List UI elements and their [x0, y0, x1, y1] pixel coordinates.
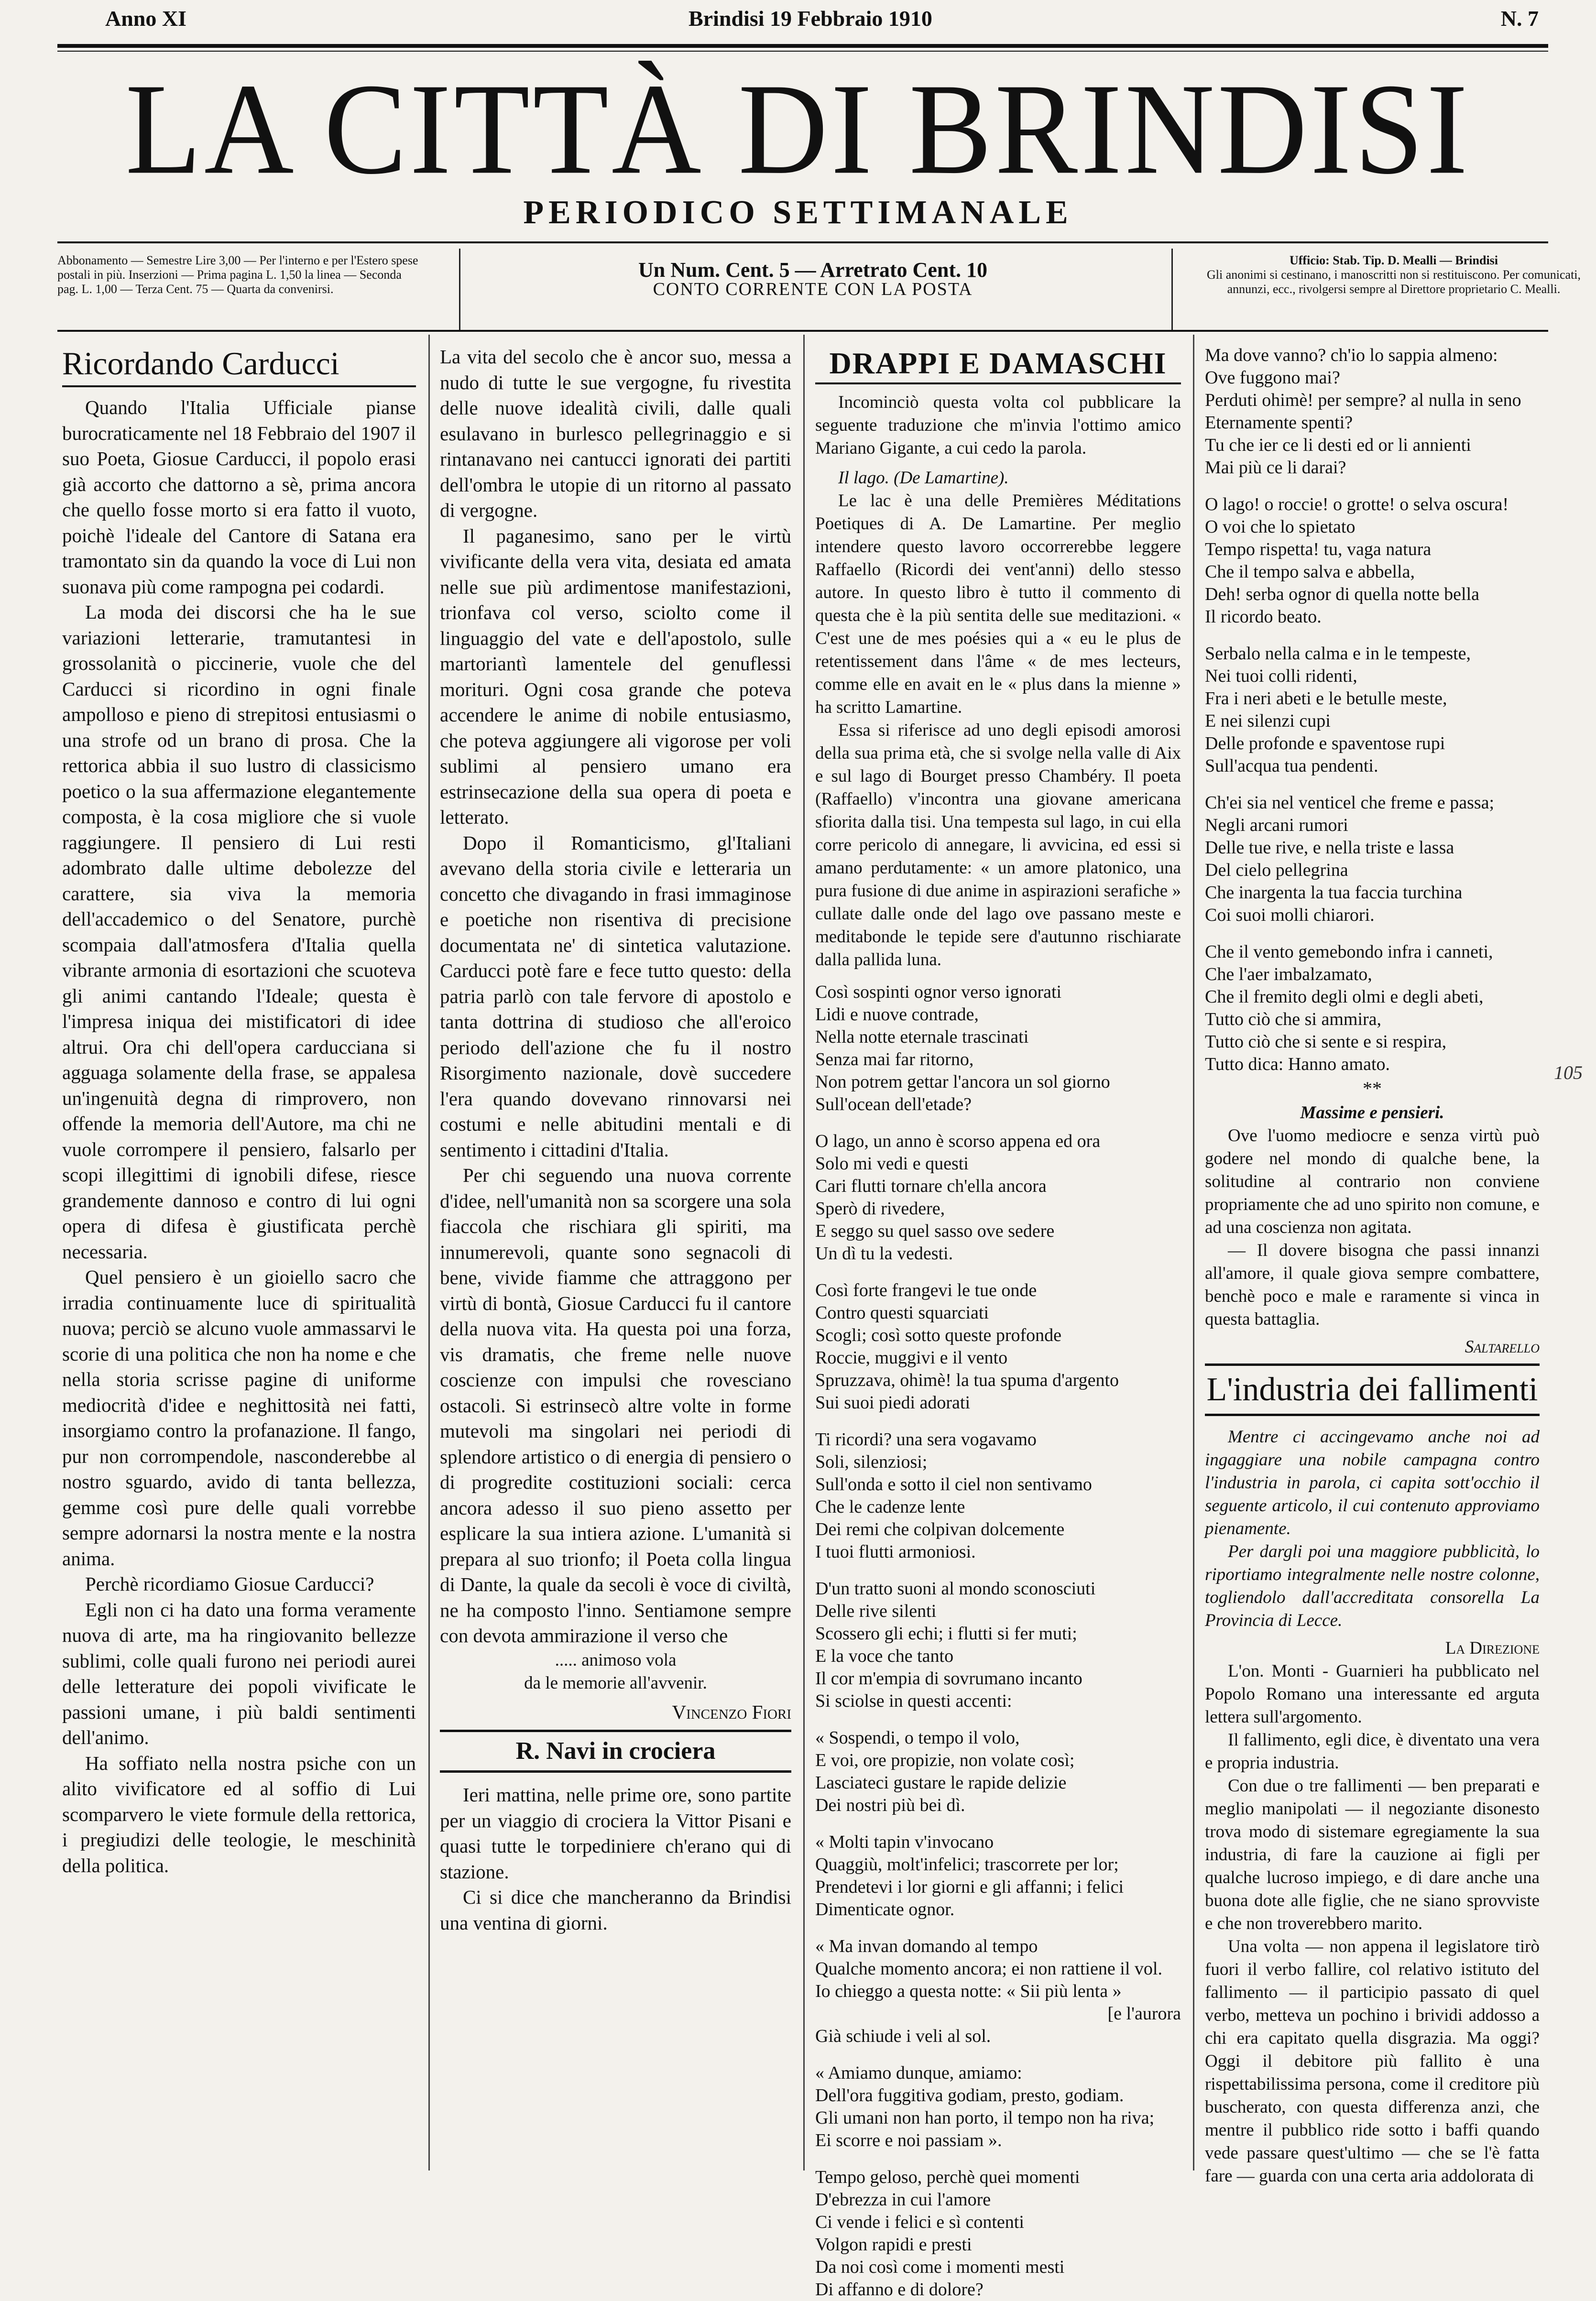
poem-line: D'un tratto suoni al mondo sconosciuti — [815, 1579, 1096, 1599]
news-paragraph: Ieri mattina, nelle prime ore, sono partite per un viaggio di crociera la Vittor Pisani e quasi tutte le torpediniere ch'erano qui di stazione. — [440, 1784, 791, 1883]
poem-line: Che le cadenze lente — [815, 1497, 965, 1517]
article-paragraph: Per chi seguendo una nuova corrente d'idee, nell'umanità non sa scorgere una sola fiaccola che rischiara gli spiriti, ma innumerevoli, quante sono segnacoli di bene, vivide fiamme che attraggono per virtù di bontà, Giosue Carducci fu il cantore della nuova vita. Ha questa poi una forza, vis dramatis, che freme nelle nuove coscienze con impulsi che rovesciano ostacoli. Si estrinsecò altre volte in forme mutevoli ma singolari nei periodi di splendore artistico o di energia di pensiero o di progredite costituzioni sociali: cerca ancora adesso il suo pieno assetto per esplicare la sua intiera azione. L'umanità si prepara al suo trionfo; il Poeta colla lingua di Dante, la quale da secoli è voce di civiltà, ne ha composto l'inno. Sentiamone sempre con devota ammirazione il verso che — [440, 1164, 791, 1647]
poem-title: Il lago. (De Lamartine). — [838, 468, 1009, 488]
office-line: Ufficio: Stab. Tip. D. Mealli — Brindisi — [1289, 253, 1498, 267]
article-paragraph: Perchè ricordiamo Giosue Carducci? — [85, 1573, 374, 1595]
poem-line: Ove fuggono mai? — [1205, 368, 1340, 388]
poem-line: Quaggiù, molt'infelici; trascorrete per lor; — [815, 1854, 1119, 1875]
poem-line: Soli, silenziosi; — [815, 1452, 928, 1472]
poem-line: Di affanno e di dolore? — [815, 2279, 984, 2300]
poem-line: Lidi e nuove contrade, — [815, 1004, 979, 1025]
masthead-rule — [57, 241, 1548, 243]
poem-line: Qualche momento ancora; ei non rattiene il vol. — [815, 1959, 1162, 1979]
office-info — [1195, 253, 1592, 320]
price-box — [478, 253, 1148, 320]
subscription-info: Abbonamento — Semestre Lire 3,00 — Per l'interno e per l'Estero spese postali in più. Inserzioni — Prima pagina L. 1,50 la linea — Seconda pag. L. 1,00 — Terza Cent. 75 — Quarta da convenirsi. — [57, 253, 418, 296]
poem-line: « Ma invan domando al tempo — [815, 1936, 1038, 1956]
poem-continued — [1205, 344, 1540, 1076]
year-label: Anno XI — [105, 6, 187, 31]
column-separator — [428, 335, 430, 2170]
poem-line: E nei silenzi cupi — [1205, 711, 1331, 731]
poem-line: Dei remi che colpivan dolcemente — [815, 1519, 1065, 1539]
poem-line: Del cielo pellegrina — [1205, 860, 1348, 880]
poem-line: Dell'ora fuggitiva godiam, presto, godiam. — [815, 2085, 1124, 2105]
article-paragraph: Ha soffiato nella nostra psiche con un alito vivificatore ed al soffio di Lui scomparvero le viete formule della rettorica, i pregiudizi delle teologie, le meschinità della politica. — [62, 1752, 416, 1876]
column-separator — [1193, 335, 1194, 2170]
poem-line: Che l'aer imbalzamato, — [1205, 964, 1372, 984]
poem-line: Cari flutti tornare ch'ella ancora — [815, 1176, 1047, 1196]
poem-line: I tuoi flutti armoniosi. — [815, 1542, 976, 1562]
top-rule — [57, 44, 1548, 48]
article-paragraph: La moda dei discorsi che ha le sue variazioni letterarie, tramutantesi in grossolanità o piccinerie, vuole che del Carducci si ricordino in ogni finale ampolloso e pieno di strepitosi entusiasmi o una strofe od un brano di prosa. Che la rettorica abbia il suo lustro di classicismo poetico o la sua affermazione elegantemente composta, è la cosa migliore che si vuole raggiungere. Il pensiero di Lui resti adombrato dalle ultime debolezze del carattere, sia viva la memoria dell'accademico o del Senatore, purchè scompaia dall'atmosfera d'Italia quella vibrante armonia di esortazioni che scuoteva gli animi cantando l'Ideale; questa è l'impresa iniqua dei mistificatori di idee altrui. Ora chi dell'opera carducciana si agguaga solamente della frase, se appalesa un'ingenuità degna di rimprovero, non offende la memoria dell'Autore, ma chi ne vuole corrompere il pensiero, falsarlo per scopi illegittimi di ignobili difese, riesce grandemente dannoso e contro di lui ogni opera di difesa è giustificata perchè necessaria. — [62, 601, 416, 1263]
poem-line: E la voce che tanto — [815, 1646, 954, 1666]
article-paragraph: L'on. Monti - Guarnieri ha pubblicato nel Popolo Romano una interessante ed arguta lettera sull'argomento. — [1205, 1661, 1540, 1727]
poem-line: Lasciateci gustare le rapide delizie — [815, 1773, 1067, 1793]
poem-line: Tutto ciò che si ammira, — [1205, 1009, 1382, 1029]
poem-line: « Molti tapin v'invocano — [815, 1832, 994, 1852]
poem-line: Roccie, muggivi e il vento — [815, 1348, 1008, 1368]
section-headline: DRAPPI E DAMASCHI — [815, 344, 1181, 384]
poem-line: Scogli; così sotto queste profonde — [815, 1325, 1062, 1345]
poem-line: Eternamente spenti? — [1205, 413, 1353, 433]
top-rule-thin — [57, 51, 1548, 52]
poem-line: Serbalo nella calma e in le tempeste, — [1205, 643, 1471, 664]
article-paragraph: La vita del secolo che è ancor suo, messa a nudo di tutte le sue vergogne, fu rivestita delle nuove idealità civili, dalle quali esulavano in burlesco pellegrinaggio e si rintanavano nei cantucci ignorati dei partiti dell'ombra le utopie di un ritorno al passato di vergogne. — [440, 346, 791, 521]
poem-line: Dimenticate ognor. — [815, 1899, 955, 1919]
poem-line: Il cor m'empia di sovrumano incanto — [815, 1668, 1082, 1689]
poem-line: Ma dove vanno? ch'io lo sappia almeno: — [1205, 345, 1498, 365]
poem-line: Sperò di rivedere, — [815, 1199, 945, 1219]
quote-line: ..... animoso vola — [555, 1650, 677, 1670]
poem-line: Tempo geloso, perchè quei momenti — [815, 2167, 1080, 2187]
poem-line: Io chieggo a questa notte: « Sii più lenta » — [815, 1981, 1122, 2001]
info-bar — [57, 253, 1581, 320]
article-paragraph: Il fallimento, egli dice, è diventato una vera e propria industria. — [1205, 1730, 1540, 1773]
poem — [815, 981, 1181, 2301]
office-notice: Gli anonimi si cestinano, i manoscritti non si restituiscono. Per comunicati, annunzi, ecc., rivolgersi sempre al Direttore proprietario C. Mealli. — [1206, 268, 1581, 296]
poem-line: Così sospinti ognor verso ignorati — [815, 982, 1062, 1002]
column-separator — [803, 335, 805, 2170]
poem-line: Gli umani non han porto, il tempo non ha riva; — [815, 2108, 1155, 2128]
column-4 — [1205, 344, 1540, 2186]
maxims-signature: Saltarello — [1465, 1337, 1540, 1357]
info-rule — [57, 330, 1548, 332]
article-paragraph: Una volta — non appena il legislatore tirò fuori il verbo fallire, col relativo istituto del fallimento — il participio passato di quel verbo, metteva un pochino i brividi addosso a chi era capitato quella disgrazia. Ma oggi? Oggi il debitore più fallito è una rispettabilissima persona, come il creditore più buscherato, con questa differenza anzi, che mentre il pubblico ride sotto i baffi quando vede passare quest'ultimo — che se l'è fatta fare — guarda con una certa aria addolorata di — [1205, 1936, 1540, 2186]
article-paragraph: Quel pensiero è un gioiello sacro che irradia continuamente luce di spiritualità nuova; perciò se alcuno vuole ammassarvi le scorie di una politica che non ha nome e che nella storia scrisse pagine di uniforme mediocrità d'idee e neghittosità nei fatti, insorgiamo contro la profanazione. Il fango, pur non corrompendole, nasconderebbe al nostro sguardo, avido di tanta bellezza, gemme così pure delle quali vorrebbe sempre adornarsi la nostra mente e la nostra anima. — [62, 1266, 416, 1570]
maxims-paragraph: — Il dovere bisogna che passi innanzi all'amore, il quale giova sempre combattere, benchè poco e male e raramente si vinca in questa battaglia. — [1205, 1240, 1540, 1329]
column-2 — [440, 344, 791, 2161]
poem-line: Nella notte eternale trascinati — [815, 1027, 1029, 1047]
date-label: Brindisi 19 Febbraio 1910 — [689, 6, 932, 31]
editorial-intro: Per dargli poi una maggiore pubblicità, lo riportiamo integralmente nelle nostre colonne, togliendolo dall'accreditata consorella La Provincia di Lecce. — [1205, 1541, 1540, 1630]
poem-line: Delle profonde e spaventose rupi — [1205, 733, 1445, 753]
dateline-bar — [105, 6, 1539, 34]
poem-line: Un dì tu la vedesti. — [815, 1243, 953, 1264]
poem-line: Non potrem gettar l'ancora un sol giorno — [815, 1072, 1110, 1092]
poem-line: Tu che ier ce li desti ed or li annienti — [1205, 435, 1471, 455]
poem-line: Ei scorre e noi passiam ». — [815, 2130, 1002, 2150]
poem-line: O voi che lo spietato — [1205, 517, 1356, 537]
poem-note: Essa si riferisce ad uno degli episodi amorosi della sua prima età, che si svolge nella valle di Aix e sul lago di Bourget presso Chambéry. Il poeta (Raffaello) v'incontra una giovane americana sfiorita dalla tisi. Una tempesta sul lago, in cui ella corre pericolo di annegare, li avvicina, ed essi si amano perdutamente: « un amore platonico, una pura fusione di due anime in aspirazioni serafiche » cullate dalle onde del lago ove passano meste e meditabonde le tepide sere d'autunno rischiarate dalla pallida luna. — [815, 720, 1181, 970]
poem-line: Delle tue rive, e nella triste e lassa — [1205, 838, 1454, 858]
poem-line: Che il tempo salva e abbella, — [1205, 562, 1415, 582]
column-3 — [815, 344, 1181, 2300]
poem-line: Solo mi vedi e questi — [815, 1154, 969, 1174]
issue-number: N. 7 — [1500, 6, 1539, 31]
info-separator — [459, 249, 460, 330]
column-1 — [62, 344, 416, 2161]
news-paragraph: Ci si dice che mancheranno da Brindisi una ventina di giorni. — [440, 1886, 791, 1934]
poem-line: Che inargenta la tua faccia turchina — [1205, 883, 1463, 903]
poem-line: Si sciolse in questi accenti: — [815, 1691, 1012, 1711]
info-separator — [1171, 249, 1173, 330]
handwritten-margin-note: 105 — [1554, 1062, 1583, 1083]
poem-line: Tempo rispetta! tu, vaga natura — [1205, 539, 1432, 559]
poem-line: Scossero gli echi; i flutti si fer muti; — [815, 1624, 1077, 1644]
poem-line: Ch'ei sia nel venticel che freme e passa; — [1205, 793, 1495, 813]
poem-line: Delle rive silenti — [815, 1601, 937, 1621]
poem-line: Senza mai far ritorno, — [815, 1049, 974, 1069]
poem-line: Già schiude i veli al sol. — [815, 2026, 991, 2046]
article-headline: L'industria dei fallimenti — [1205, 1363, 1540, 1416]
poem-line: Ci vende i felici e sì contenti — [815, 2212, 1024, 2232]
poem-line: O lago! o roccie! o grotte! o selva oscura! — [1205, 494, 1509, 514]
article-paragraph: Quando l'Italia Ufficiale pianse burocraticamente nel 18 Febbraio del 1907 il suo Poeta, Giosue Carducci, il popolo erasi già accorto che dattorno a sè, prima ancora che quello fosse morto si era fatto il vuoto, poichè l'ideale del Cantore di Satana era tramontato sin da quando la voce di Lui non suonava più come rampogna pei codardi. — [62, 396, 416, 598]
maxims-paragraph: Ove l'uomo mediocre e senza virtù può godere nel mondo di qualche bene, la solitudine al contrario non conviene propriamente che ad uno spirito non comune, e ad una coscienza non agitata. — [1205, 1125, 1540, 1237]
postal-account-label: CONTO CORRENTE CON LA POSTA — [653, 279, 973, 299]
poem-line: Contro questi squarciati — [815, 1303, 989, 1323]
poem-line: Prendetevi i lor giorni e gli affanni; i felici — [815, 1877, 1124, 1897]
article-paragraph: Il paganesimo, sano per le virtù vivificante della vera vita, desiata ed amata nelle sue più ardimentose manifestazioni, trionfava col verso, sciolto come il linguaggio del vate e dell'apostolo, sulle martoriantì lamentele del genuflessi morituri. Ogni cosa grande che poteva accendere le anime di nobile entusiasmo, che poteva aggiungere ali vigorose per voli sublimi al pensiero umano era estrinsecazione della sua opera di poeta e letterato. — [440, 524, 791, 828]
masthead-title: LA CITTÀ DI BRINDISI — [125, 56, 1471, 202]
poem-line: Nei tuoi colli ridenti, — [1205, 666, 1357, 686]
poem-note: Le lac è una delle Premières Méditations Poetiques di A. De Lamartine. Per meglio intendere questo lavoro occorrerebbe leggere Raffaello (Ricordi dei vent'anni) dello stesso autore. In questo libro è tutto il commento di questa che è la più sentita delle sue meditazioni. « C'est une de mes poésies qui a « eu le plus de retentissement dans l'âme « de mes lecteurs, comme elle en avait en le « plus dans la mienne » ha scritto Lamartine. — [815, 491, 1181, 717]
poem-line: Sui suoi piedi adorati — [815, 1393, 971, 1413]
poem-line: Sull'onda e sotto il ciel non sentivamo — [815, 1474, 1092, 1494]
poem-line: Volgon rapidi e presti — [815, 2235, 972, 2255]
poem-line: Ti ricordi? una sera vogavamo — [815, 1429, 1037, 1450]
poem-line: Tutto dica: Hanno amato. — [1205, 1054, 1390, 1074]
article-paragraph: Dopo il Romanticismo, gl'Italiani avevano della storia civile e letteraria un concetto che divagando in frasi immaginose e poetiche non risentiva di precisione documentata ne' di sintetica valutazione. Carducci potè fare e fece tutto questo: della patria parlò con tale fervore di apostolo e tanta dottrina di studioso che all'eroico periodo dell'azione che fu il nostro Risorgimento nazionale, dovè succedere l'era quando dovevano rinnovarsi nei costumi e nelle abitudini mentali e di sentimento i cittadini d'Italia. — [440, 831, 791, 1161]
poem-line: Da noi così come i momenti mesti — [815, 2257, 1065, 2277]
quote-line: da le memorie all'avvenir. — [524, 1673, 707, 1693]
poem-line: E voi, ore propizie, non volate così; — [815, 1750, 1075, 1770]
poem-line: Mai più ce li darai? — [1205, 458, 1346, 478]
poem-line: D'ebrezza in cui l'amore — [815, 2190, 991, 2210]
poem-line: « Sospendi, o tempo il volo, — [815, 1728, 1020, 1748]
poem-line: Dei nostri più bei dì. — [815, 1795, 965, 1815]
poem-line: Negli arcani rumori — [1205, 815, 1348, 835]
price-label: Un Num. Cent. 5 — Arretrato Cent. 10 — [638, 258, 987, 282]
poem-line: Deh! serba ognor di quella notte bella — [1205, 584, 1480, 604]
editorial-signature: La Direzione — [1445, 1638, 1540, 1658]
poem-line: Sull'acqua tua pendenti. — [1205, 756, 1378, 776]
poem-line: Il ricordo beato. — [1205, 607, 1322, 627]
poem-line: E seggo su quel sasso ove sedere — [815, 1221, 1055, 1241]
masthead-subtitle: PERIODICO SETTIMANALE — [523, 194, 1073, 231]
poem-line: Coi suoi molli chiarori. — [1205, 905, 1375, 925]
article-paragraph: Con due o tre fallimenti — ben preparati e meglio manipolati — il negoziante disonesto trova modo di sistemare egregiamente la sua industria, di fare la cauzione ai figli per qualche lucroso impiego, e di dare anche una buona dote alle figlie, che ne siano sprovviste e che non troverebbero marito. — [1205, 1776, 1540, 1933]
editorial-intro: Mentre ci accingevamo anche noi ad ingaggiare una nobile campagna contro l'industria in parola, ci capita sott'occhio il seguente articolo, il cui contenuto approviamo pienamente. — [1205, 1427, 1540, 1538]
poem-line: Sull'ocean dell'etade? — [815, 1094, 972, 1114]
poem-line: Spruzzava, ohimè! la tua spuma d'argento — [815, 1370, 1119, 1390]
section-intro: Incominciò questa volta col pubblicare la seguente traduzione che m'invia l'ottimo amico Mariano Gigante, a cui cedo la parola. — [815, 393, 1181, 458]
poem-line: Così forte frangevi le tue onde — [815, 1280, 1037, 1300]
poem-line: Che il vento gemebondo infra i canneti, — [1205, 942, 1493, 962]
article-paragraph: Egli non ci ha dato una forma veramente nuova di arte, ma ha ringiovanito bellezze sublimi, colle quali furono nei periodi aurei delle letterature dei popoli vivificate le passioni umane, i più baldi sentimenti dell'animo. — [62, 1598, 416, 1748]
poem-line: Fra i neri abeti e le betulle meste, — [1205, 688, 1447, 709]
article-signature: Vincenzo Fiori — [672, 1701, 791, 1723]
poem-line: Perduti ohimè! per sempre? al nulla in seno — [1205, 390, 1521, 410]
poem-line: Che il fremito degli olmi e degli abeti, — [1205, 987, 1484, 1007]
poem-line: « Amiamo dunque, amiamo: — [815, 2063, 1022, 2083]
article-headline: Ricordando Carducci — [62, 344, 416, 387]
poem-line: [e l'aurora — [1107, 2004, 1181, 2024]
news-headline: R. Navi in crociera — [440, 1730, 791, 1773]
section-divider: ** — [1363, 1078, 1382, 1099]
maxims-heading: Massime e pensieri. — [1300, 1102, 1444, 1123]
poem-line: O lago, un anno è scorso appena ed ora — [815, 1131, 1101, 1151]
poem-line: Tutto ciò che si sente e si respira, — [1205, 1032, 1447, 1052]
